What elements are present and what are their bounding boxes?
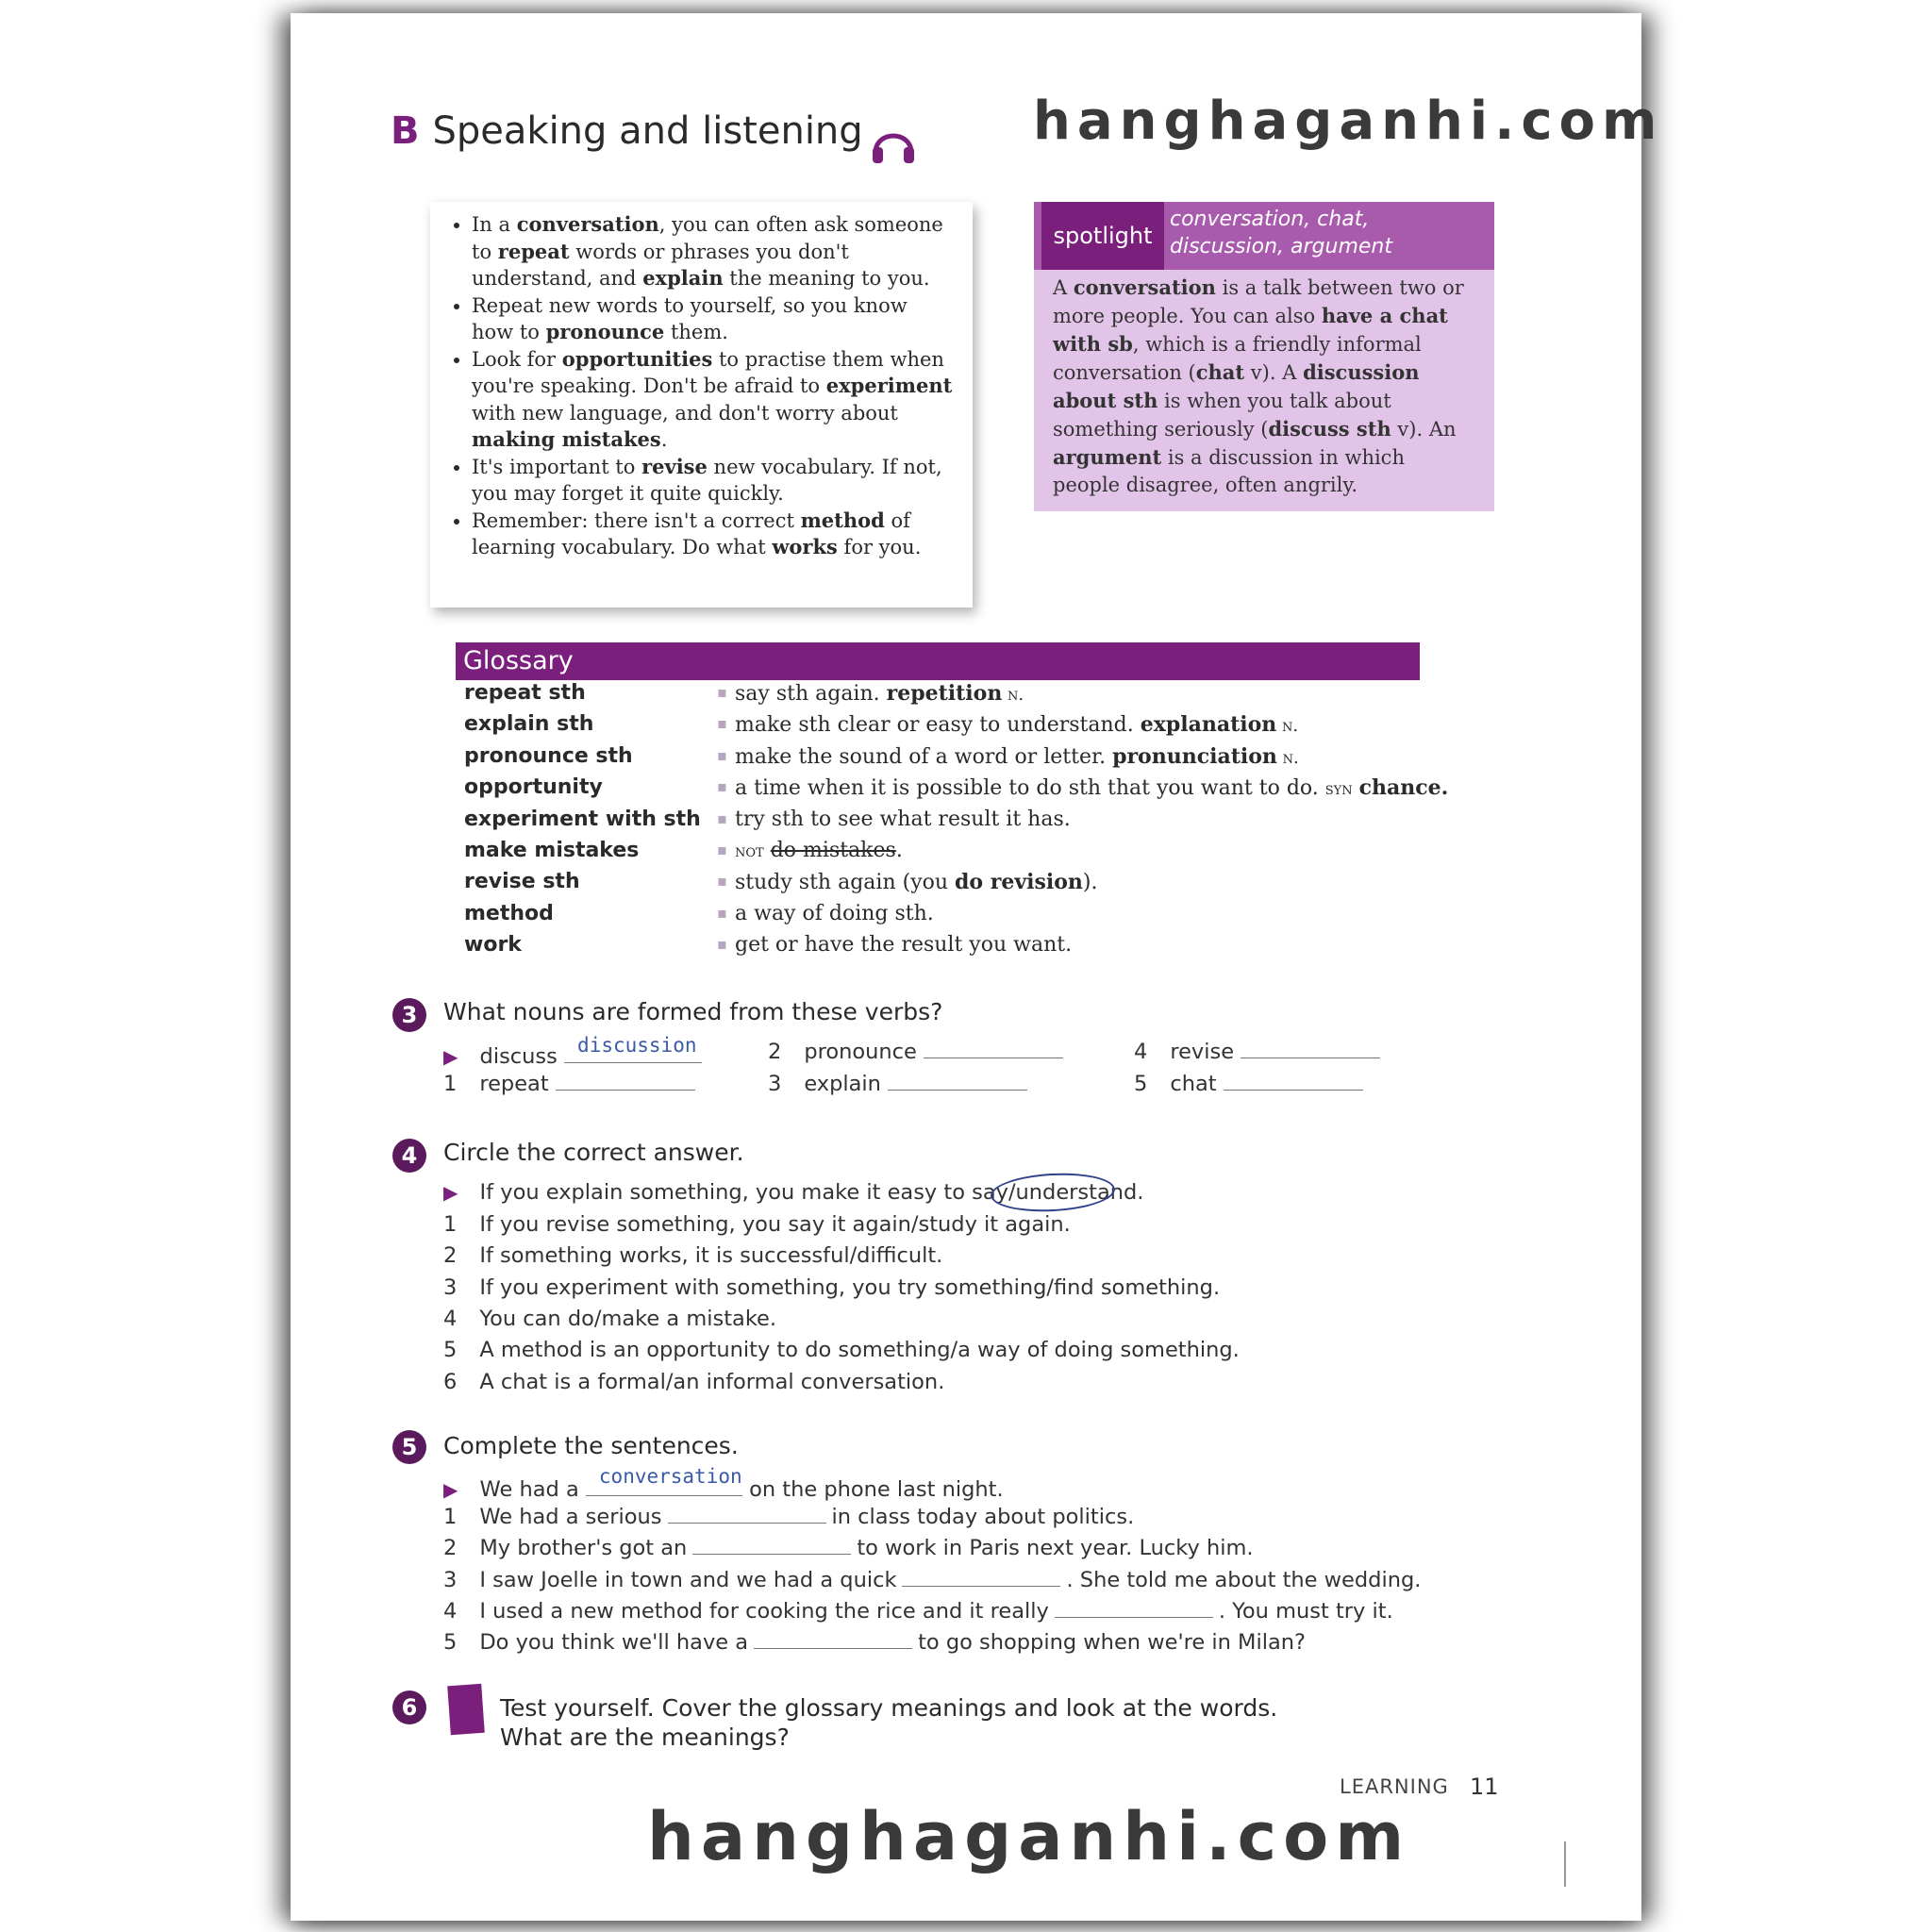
spotlight-box	[1034, 202, 1494, 511]
definition-part: n.	[1276, 747, 1299, 768]
example-answer: discussion	[577, 1034, 697, 1057]
exercise-3-number: 3	[392, 998, 426, 1032]
tip-text: of learning vocabulary. Do what	[472, 508, 910, 558]
bookmark-icon	[447, 1684, 485, 1735]
exercise-4-item	[443, 1307, 776, 1331]
glossary-row	[464, 808, 1455, 839]
item-number: 3	[768, 1072, 782, 1096]
bullet-icon: ▪	[717, 777, 727, 796]
exercise-5-item	[443, 1599, 1393, 1624]
definition-part: explanation	[1140, 712, 1277, 738]
exercise-3-item	[768, 1072, 1027, 1096]
exercise-5-example	[443, 1465, 1004, 1502]
sentence-start: Do you think we'll have a	[479, 1630, 749, 1656]
item-number: 2	[768, 1040, 782, 1064]
exercise-4-item	[443, 1370, 944, 1394]
tips-note	[430, 202, 973, 608]
item-word: explain	[804, 1072, 881, 1096]
definition-part: ).	[1082, 871, 1098, 895]
exercise-4-item	[443, 1212, 1071, 1237]
divider	[1564, 1841, 1566, 1887]
exercise-5-number: 5	[392, 1430, 426, 1464]
tip-item	[472, 346, 954, 454]
item-number: 6	[443, 1369, 458, 1394]
bullet-icon: ▪	[717, 683, 727, 701]
definition-part: a time when it is possible to do sth that you want to do.	[735, 776, 1325, 801]
glossary-term: explain sth	[464, 712, 594, 737]
definition-part: n.	[1276, 716, 1299, 737]
glossary-row	[464, 870, 1455, 901]
item-number: 5	[443, 1630, 458, 1656]
section-letter: B	[391, 109, 420, 153]
exercise-4-number: 4	[392, 1139, 426, 1173]
sentence-start: I saw Joelle in town and we had a quick	[479, 1567, 897, 1592]
item-word: repeat	[479, 1072, 549, 1096]
page-number: 11	[1470, 1774, 1499, 1800]
answer-blank[interactable]	[888, 1088, 1027, 1091]
glossary-definition	[735, 870, 1097, 894]
item-number: 2	[443, 1536, 458, 1561]
watermark-bottom: hanghaganhi.com	[647, 1798, 1411, 1875]
spotlight-keyword: chat	[1195, 360, 1245, 384]
tip-text: .	[660, 428, 668, 451]
tip-text: Repeat new words to yourself, so you know how to	[472, 293, 908, 343]
tip-keyword: revise	[641, 454, 708, 478]
spotlight-keyword: conversation	[1073, 275, 1216, 299]
exercise-5-title: Complete the sentences.	[443, 1432, 739, 1459]
sentence-end: on the phone last night.	[749, 1477, 1004, 1502]
item-word: pronounce	[804, 1040, 917, 1064]
bullet-icon: ▪	[717, 808, 727, 827]
glossary-definition	[735, 681, 1024, 706]
definition-part: study sth again (you	[735, 871, 956, 895]
spotlight-text: , which is a friendly informal conversation (	[1053, 333, 1422, 384]
bullet-icon: ▪	[717, 935, 727, 954]
exercise-4-item	[443, 1275, 1220, 1300]
spotlight-text: v). A	[1244, 361, 1304, 384]
tip-text: Look for	[472, 347, 562, 371]
tip-text: In a	[472, 213, 517, 236]
spotlight-keyword: discussion about sth	[1053, 360, 1420, 412]
item-sentence[interactable]: A chat is a formal/an informal conversation.	[479, 1369, 945, 1394]
tip-keyword: pronounce	[545, 320, 665, 343]
tip-keyword: works	[772, 535, 838, 558]
spotlight-body	[1053, 274, 1477, 499]
definition-part: .	[895, 839, 903, 862]
tip-item	[472, 508, 954, 561]
item-sentence[interactable]: You can do/make a mistake.	[479, 1306, 777, 1331]
headphones-icon	[870, 121, 917, 168]
exercise-3-item	[443, 1072, 695, 1096]
spotlight-text: is when you talk about something seriously (	[1053, 390, 1391, 441]
tip-text: It's important to	[472, 455, 642, 478]
glossary-row	[464, 681, 1455, 712]
answer-circle	[990, 1171, 1116, 1215]
glossary-definition	[735, 933, 1072, 957]
tips-list	[430, 211, 973, 561]
spotlight-tag: spotlight	[1041, 202, 1164, 270]
example-answer-line	[586, 1465, 742, 1496]
example-answer-line	[564, 1034, 702, 1063]
example-arrow-icon: ▶	[443, 1045, 458, 1068]
example-sentence: If you explain something, you make it easy to say/understand.	[479, 1180, 1144, 1205]
spotlight-text: is a discussion in which people disagree, often angrily.	[1053, 446, 1405, 496]
glossary-definition	[735, 839, 903, 862]
item-sentence[interactable]: A method is an opportunity to do something/a way of doing something.	[479, 1338, 1240, 1363]
glossary-term: revise sth	[464, 870, 580, 894]
bullet-icon: ▪	[717, 745, 727, 764]
item-sentence[interactable]: If something works, it is successful/difficult.	[479, 1243, 943, 1269]
section-title: Speaking and listening	[432, 109, 863, 153]
spotlight-keyword: discuss sth	[1268, 417, 1391, 441]
sentence-end: to go shopping when we're in Milan?	[918, 1630, 1306, 1656]
glossary-term: pronounce sth	[464, 743, 633, 768]
tip-text: Remember: there isn't a correct	[472, 508, 801, 532]
watermark-top: hanghaganhi.com	[1033, 91, 1664, 152]
exercise-5-item	[443, 1536, 1254, 1560]
glossary-term: method	[464, 901, 554, 925]
tip-keyword: conversation	[516, 212, 659, 236]
definition-part: make sth clear or easy to understand.	[735, 713, 1141, 738]
glossary-definition	[735, 808, 1071, 831]
tip-text: them.	[664, 321, 728, 343]
tip-text: , you can often ask someone to	[472, 213, 943, 263]
example-arrow-icon: ▶	[443, 1478, 458, 1501]
exercise-4-item	[443, 1243, 942, 1268]
answer-blank[interactable]	[902, 1584, 1060, 1587]
item-number: 3	[443, 1567, 458, 1592]
glossary-term: make mistakes	[464, 839, 640, 862]
glossary-row	[464, 744, 1455, 775]
tip-text: words or phrases you don't understand, and	[472, 240, 849, 290]
sentence-end: . She told me about the wedding.	[1066, 1567, 1422, 1592]
tip-keyword: explain	[642, 266, 724, 290]
spotlight-keyword: argument	[1053, 445, 1162, 469]
glossary-row	[464, 839, 1455, 870]
bullet-icon: ▪	[717, 903, 727, 922]
item-number: 1	[443, 1212, 458, 1237]
glossary-title: Glossary	[456, 642, 1420, 680]
item-number: 4	[1134, 1040, 1148, 1064]
definition-part: say sth again.	[735, 682, 887, 706]
definition-part: get or have the result you want.	[735, 933, 1073, 958]
sentence-start: I used a new method for cooking the rice and it really	[479, 1598, 1049, 1624]
example-answer: conversation	[598, 1465, 742, 1488]
item-sentence[interactable]: If you experiment with something, you try something/find something.	[479, 1274, 1221, 1300]
bullet-icon: ▪	[717, 841, 727, 858]
answer-blank[interactable]	[1055, 1615, 1213, 1618]
spotlight-keyword: have a chat with sb	[1053, 304, 1448, 356]
item-word: revise	[1170, 1040, 1235, 1064]
item-number: 4	[443, 1598, 458, 1624]
definition-part: do mistakes	[770, 839, 896, 862]
tip-keyword: making mistakes	[472, 427, 661, 451]
glossary-row	[464, 712, 1455, 743]
glossary-term: work	[464, 933, 522, 958]
sentence-end: in class today about politics.	[831, 1505, 1135, 1529]
glossary-definition	[735, 712, 1298, 737]
item-number: 3	[443, 1274, 458, 1300]
item-number: 2	[443, 1243, 458, 1269]
definition-part: pronunciation	[1112, 743, 1277, 769]
exercise-3-item	[1134, 1040, 1380, 1064]
tip-text: new vocabulary. If not, you may forget it quite quickly.	[472, 455, 942, 505]
bullet-icon: ▪	[717, 872, 727, 891]
item-number: 1	[443, 1072, 458, 1096]
sentence-start: My brother's got an	[479, 1536, 688, 1561]
tip-item	[472, 211, 954, 292]
exercise-3-example	[443, 1034, 702, 1069]
bullet-icon: ▪	[717, 714, 727, 733]
exercise-5-item	[443, 1505, 1134, 1529]
glossary-term: repeat sth	[464, 681, 586, 705]
answer-blank[interactable]	[668, 1521, 826, 1524]
item-word: chat	[1170, 1072, 1217, 1096]
exercise-3-item	[768, 1040, 1063, 1064]
tip-keyword: repeat	[497, 239, 570, 263]
example-word: discuss	[479, 1044, 558, 1069]
answer-blank[interactable]	[556, 1088, 695, 1091]
exercise-3-item	[1134, 1072, 1363, 1096]
item-number: 5	[443, 1338, 458, 1363]
definition-part: repetition	[886, 681, 1003, 706]
spotlight-text: A	[1053, 276, 1074, 299]
exercise-6-line1: Test yourself. Cover the glossary meanings and look at the words.	[500, 1694, 1278, 1722]
glossary-term: opportunity	[464, 775, 603, 800]
tip-keyword: opportunities	[561, 346, 713, 371]
spotlight-text: v). An	[1391, 418, 1457, 441]
definition-part: do revision	[955, 870, 1083, 895]
tip-item	[472, 292, 954, 346]
exercise-3-title: What nouns are formed from these verbs?	[443, 998, 943, 1025]
glossary-definition	[735, 775, 1448, 800]
glossary-definition	[735, 744, 1299, 769]
definition-part: n.	[1002, 685, 1024, 705]
answer-blank[interactable]	[1224, 1088, 1363, 1091]
textbook-page	[291, 13, 1641, 1921]
definition-part	[1353, 776, 1359, 800]
spotlight-words: conversation, chat, discussion, argument	[1170, 208, 1392, 258]
definition-part: a way of doing sth.	[735, 901, 934, 925]
definition-part: not	[735, 841, 764, 861]
sentence-end: to work in Paris next year. Lucky him.	[857, 1536, 1254, 1561]
tip-keyword: experiment	[825, 374, 953, 397]
tip-text: to practise them when you're speaking. Don't be afraid to	[472, 347, 944, 397]
sentence-end: . You must try it.	[1218, 1598, 1393, 1624]
example-arrow-icon: ▶	[443, 1181, 458, 1204]
exercise-5-item	[443, 1630, 1306, 1655]
glossary-row	[464, 933, 1455, 964]
answer-blank[interactable]	[754, 1646, 912, 1649]
answer-blank[interactable]	[924, 1056, 1063, 1058]
item-number: 1	[443, 1505, 458, 1529]
item-number: 5	[1134, 1072, 1148, 1096]
definition-part: make the sound of a word or letter.	[735, 744, 1113, 769]
definition-part: try sth to see what result it has.	[735, 807, 1071, 831]
glossary-row	[464, 775, 1455, 807]
item-number: 4	[443, 1306, 458, 1331]
tip-item	[472, 454, 954, 508]
exercise-6-number: 6	[392, 1690, 426, 1724]
answer-blank[interactable]	[1241, 1056, 1380, 1058]
tip-text: with new language, and don't worry about	[472, 401, 898, 425]
glossary-definition	[735, 902, 934, 925]
glossary-row	[464, 902, 1455, 933]
tip-keyword: method	[800, 508, 885, 532]
section-heading	[391, 109, 863, 153]
exercise-5-item	[443, 1568, 1421, 1592]
sentence-start: We had a	[479, 1477, 579, 1502]
definition-part: syn	[1324, 779, 1353, 800]
footer-section: LEARNING	[1340, 1775, 1449, 1798]
exercise-4-title: Circle the correct answer.	[443, 1139, 744, 1166]
glossary-term: experiment with sth	[464, 807, 701, 831]
tip-text: the meaning to you.	[723, 267, 930, 290]
sentence-start: We had a serious	[479, 1505, 662, 1529]
exercise-6-line2: What are the meanings?	[500, 1724, 790, 1751]
definition-part: chance.	[1358, 775, 1449, 801]
tip-text: for you.	[837, 536, 922, 558]
definition-part	[764, 839, 771, 862]
item-sentence[interactable]: If you revise something, you say it again/study it again.	[479, 1212, 1071, 1237]
exercise-4-item	[443, 1338, 1240, 1362]
answer-blank[interactable]	[692, 1552, 851, 1555]
spotlight-text: is a talk between two or more people. You can also	[1053, 276, 1464, 327]
